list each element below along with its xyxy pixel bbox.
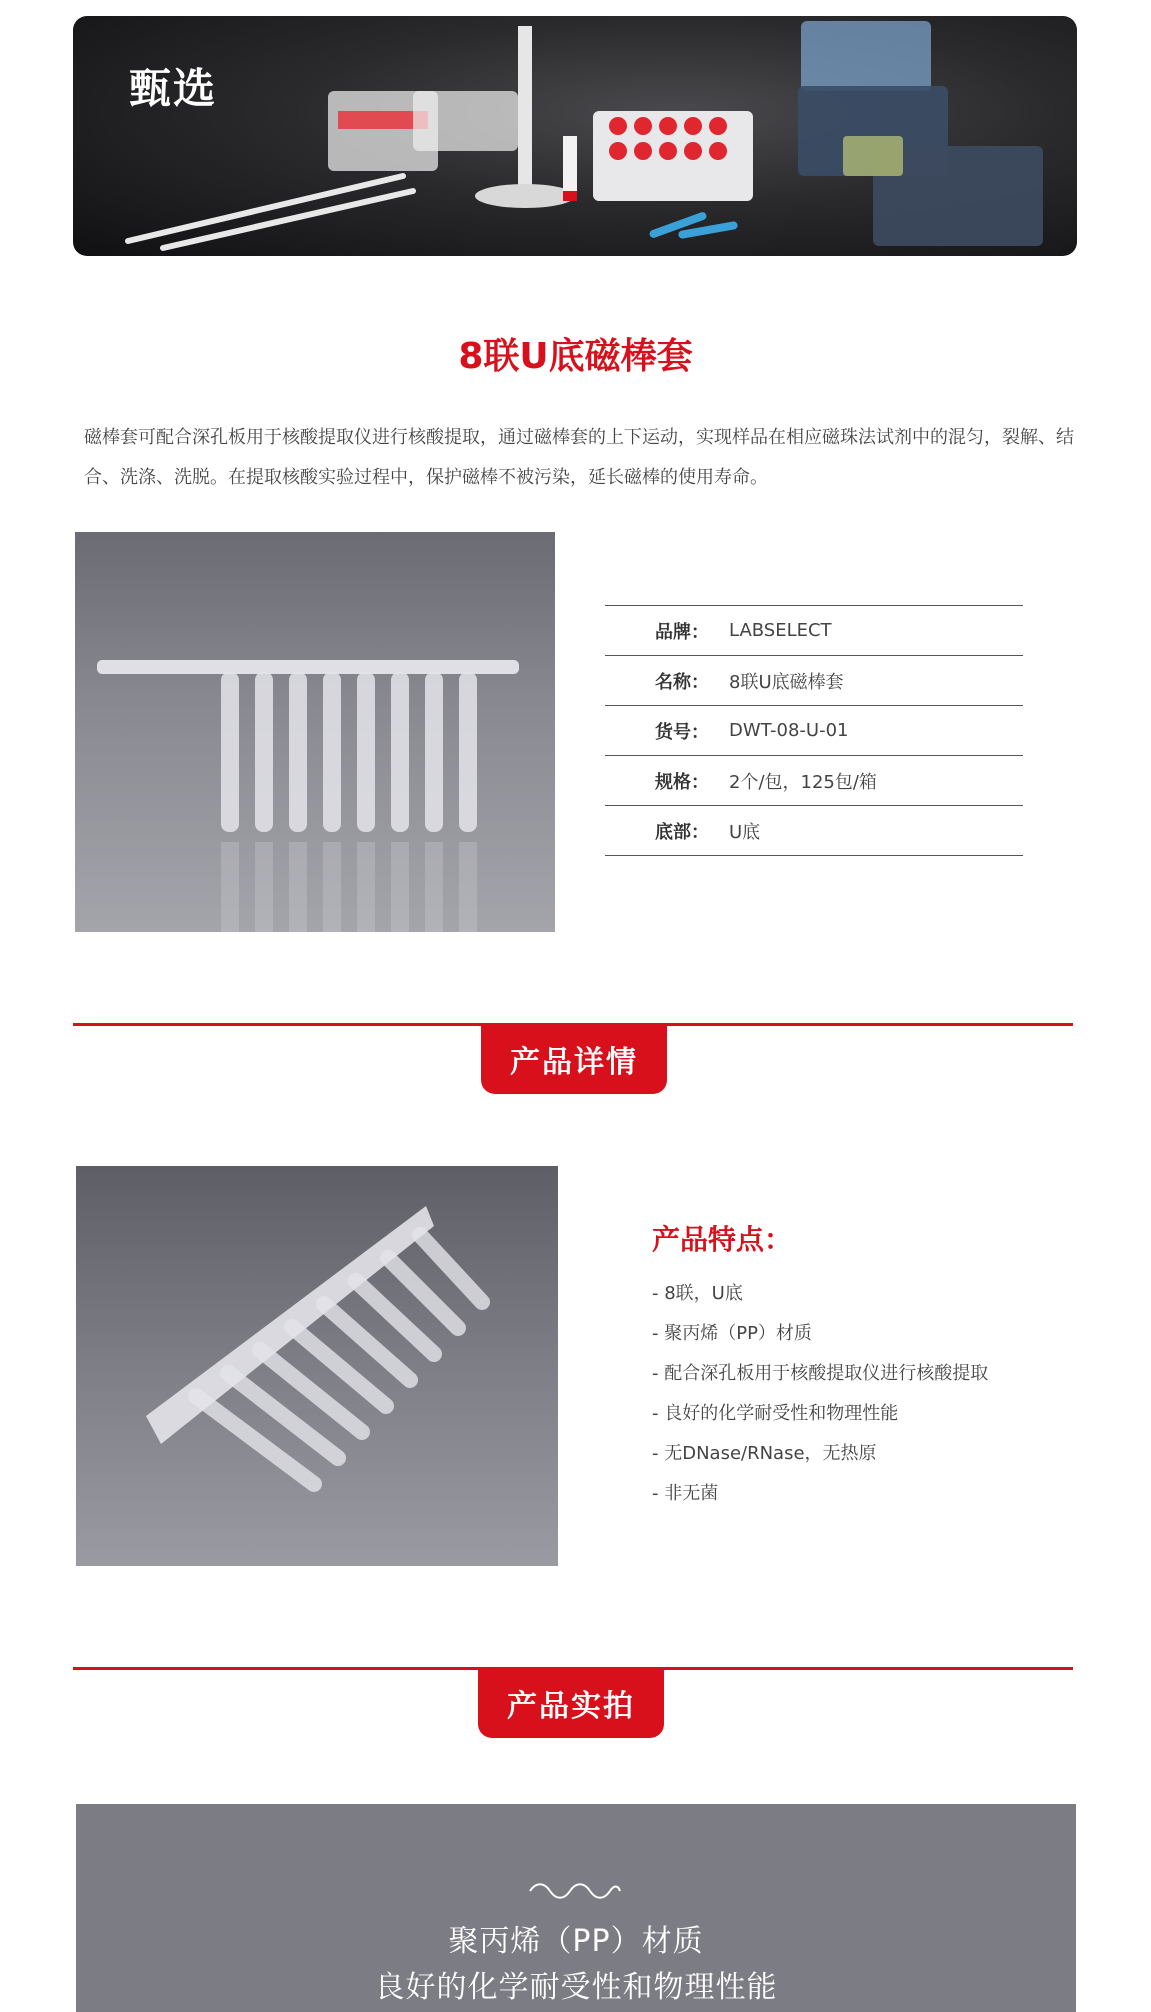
spec-value: 2个/包，125包/箱 — [729, 771, 877, 793]
feature-item: - 8联，U底 — [652, 1283, 743, 1304]
features-title: 产品特点： — [652, 1223, 793, 1256]
photo-caption-panel — [76, 1804, 1076, 2012]
spec-key: 品牌： — [655, 621, 709, 643]
product-intro: 磁棒套可配合深孔板用于核酸提取仪进行核酸提取，通过磁棒套的上下运动，实现样品在相应磁珠法试剂中的混匀，裂解、结合、洗涤、洗脱。在提取核酸实验过程中，保护磁棒不被污染，延长磁棒的使用寿命。 — [84, 427, 1074, 488]
spec-row-item-number — [605, 706, 1023, 756]
caption-line-2: 良好的化学耐受性和物理性能 — [374, 1970, 778, 2005]
spec-row-bottom — [605, 806, 1023, 856]
product-photo-front — [75, 532, 555, 932]
spec-value: 8联U底磁棒套 — [729, 671, 844, 693]
hero-banner — [73, 16, 1077, 256]
feature-item: - 配合深孔板用于核酸提取仪进行核酸提取 — [652, 1363, 989, 1384]
section-tab-details: 产品详情 — [481, 1024, 667, 1094]
feature-item: - 无DNase/RNase，无热原 — [652, 1443, 877, 1464]
feature-item: - 非无菌 — [652, 1483, 719, 1504]
wave-decoration-icon — [526, 1882, 622, 1900]
lab-products-illustration — [73, 16, 1077, 256]
spec-value: DWT-08-U-01 — [729, 720, 849, 741]
spec-value: LABSELECT — [729, 620, 832, 641]
spec-key: 底部： — [655, 821, 709, 843]
features-list — [652, 1274, 988, 1514]
page-title: 8联U底磁棒套 — [458, 336, 693, 377]
spec-row-packaging — [605, 756, 1023, 806]
spec-row-name — [605, 656, 1023, 706]
caption-line-1: 聚丙烯（PP）材质 — [448, 1924, 704, 1959]
product-photo-angled — [76, 1166, 558, 1566]
feature-item: - 聚丙烯（PP）材质 — [652, 1323, 812, 1344]
spec-key: 名称： — [655, 671, 709, 693]
feature-item: - 良好的化学耐受性和物理性能 — [652, 1403, 899, 1424]
section-tab-photos: 产品实拍 — [478, 1668, 664, 1738]
spec-table — [605, 605, 1023, 856]
spec-row-brand — [605, 606, 1023, 656]
spec-key: 规格： — [655, 771, 709, 793]
brand-logo: 甄选 — [129, 64, 218, 113]
spec-key: 货号： — [655, 721, 709, 743]
spec-value: U底 — [729, 821, 761, 843]
